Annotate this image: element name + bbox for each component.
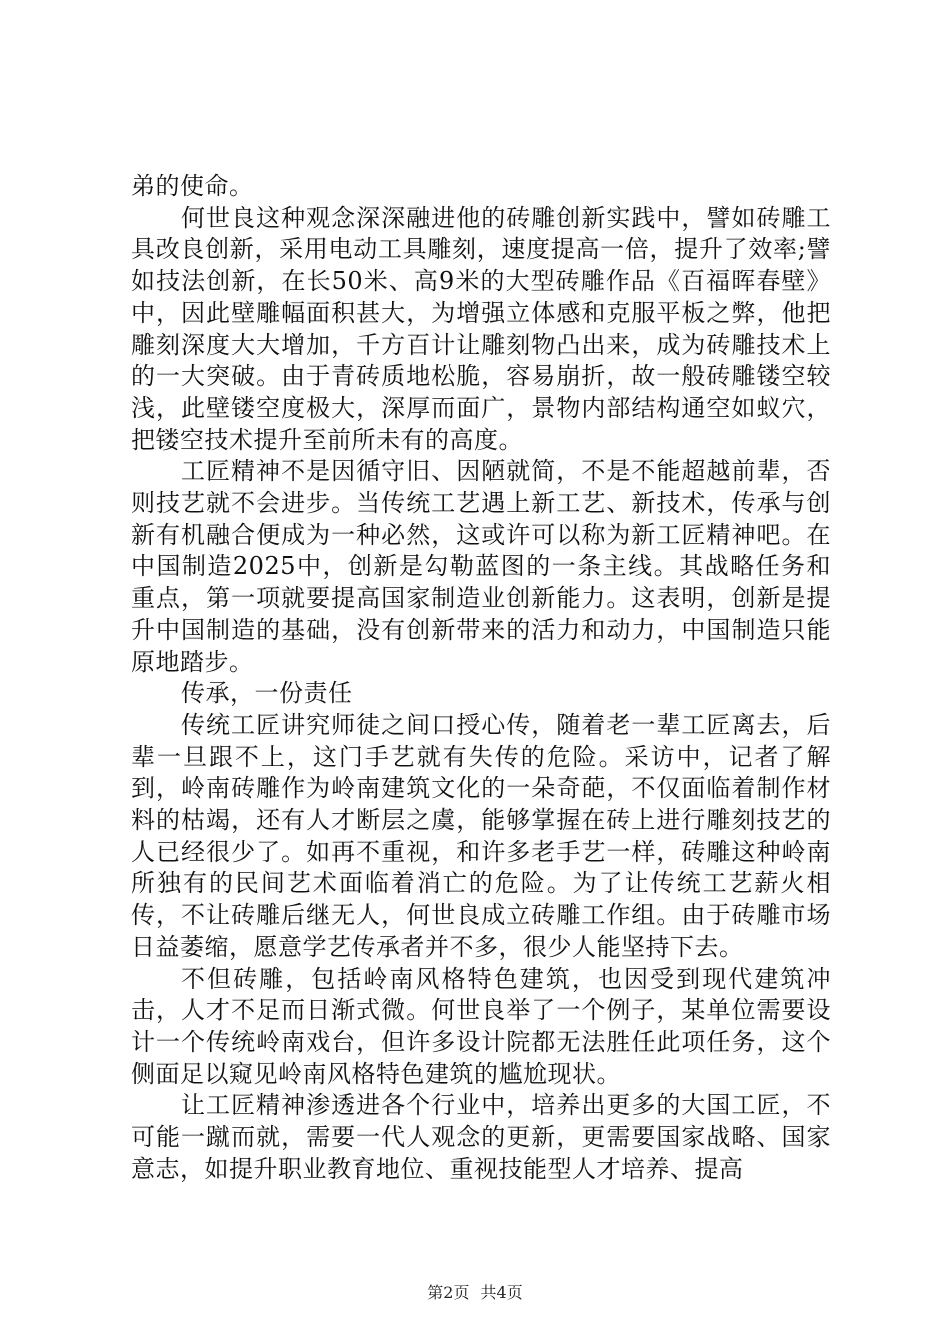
page-footer [0, 1280, 950, 1303]
page-number: 第2页 [427, 1283, 470, 1302]
paragraph-1: 弟的使命。 [131, 172, 254, 200]
page-total: 共4页 [480, 1283, 523, 1302]
section-heading: 传承，一份责任 [181, 679, 353, 708]
paragraph-4: 传统工匠讲究师徒之间口授心传，随着老一辈工匠离去，后辈一旦跟不上，这门手艺就有失传的危险。采访中，记者了解到，岭南砖雕作为岭南建筑文化的一朵奇葩，不仅面临着制作材料的枯竭，还有人才断层之虞，能够掌握在砖上进行雕刻技艺的人已经很少了。如再不重视，和许多老手艺一样，砖雕这种岭南所独有的民间艺术面临着消亡的危险。为了让传统工艺薪火相传，不让砖雕后继无人，何世良成立砖雕工作组。由于砖雕市场日益萎缩，愿意学艺传承者并不多，很少人能坚持下去。 [131, 710, 831, 961]
document-body [131, 171, 831, 1186]
paragraph-6: 让工匠精神渗透进各个行业中，培养出更多的大国工匠，不可能一蹴而就，需要一代人观念的更新，更需要国家战略、国家意志，如提升职业教育地位、重视技能型人才培养、提高 [131, 1091, 831, 1183]
paragraph-3: 工匠精神不是因循守旧、因陋就简，不是不能超越前辈，否则技艺就不会进步。当传统工艺遇上新工艺、新技术，传承与创新有机融合便成为一种必然，这或许可以称为新工匠精神吧。在中国制造2025中，创新是勾勒蓝图的一条主线。其战略任务和重点，第一项就要提高国家制造业创新能力。这表明，创新是提升中国制造的基础，没有创新带来的活力和动力，中国制造只能原地踏步。 [131, 457, 831, 676]
paragraph-2: 何世良这种观念深深融进他的砖雕创新实践中，譬如砖雕工具改良创新，采用电动工具雕刻，速度提高一倍，提升了效率;譬如技法创新，在长50米、高9米的大型砖雕作品《百福晖春壁》中，因此壁雕幅面积甚大，为增强立体感和克服平板之弊，他把雕刻深度大大增加，千方百计让雕刻物凸出来，成为砖雕技术上的一大突破。由于青砖质地松脆，容易崩折，故一般砖雕镂空较浅，此壁镂空度极大，深厚而面广，景物内部结构通空如蚁穴，把镂空技术提升至前所未有的高度。 [131, 203, 831, 454]
paragraph-5: 不但砖雕，包括岭南风格特色建筑，也因受到现代建筑冲击，人才不足而日渐式微。何世良举了一个例子，某单位需要设计一个传统岭南戏台，但许多设计院都无法胜任此项任务，这个侧面足以窥见岭南风格特色建筑的尴尬现状。 [131, 964, 831, 1088]
